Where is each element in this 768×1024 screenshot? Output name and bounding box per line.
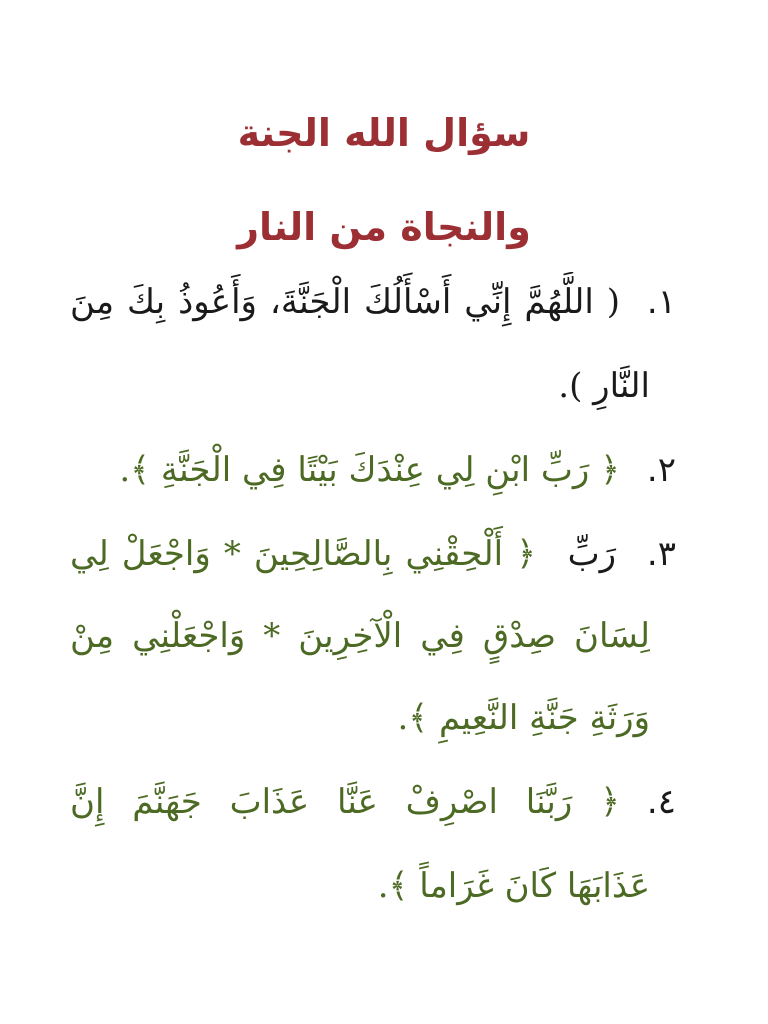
item-number: ٣. [646, 534, 676, 574]
item-number: ٤. [646, 782, 676, 822]
verse-line: ﴿ رَبَّنَا اصْرِفْ عَنَّا عَذَابَ جَهَنَّمَ إِنَّ [70, 782, 620, 822]
verse-line: عَذَابَهَا كَانَ غَرَاماً ﴾. [377, 866, 650, 906]
verse-line: لِسَانَ صِدْقٍ فِي الْآخِرِينَ * وَاجْعَلْنِي مِنْ [70, 616, 650, 656]
page-title-line-1: سؤال الله الجنة [237, 111, 531, 155]
verse-line: وَرَثَةِ جَنَّةِ النَّعِيمِ ﴾. [397, 698, 650, 738]
verse-line: ﴿ أَلْحِقْنِي بِالصَّالِحِينَ * وَاجْعَلْ لِي [70, 534, 536, 574]
item-number: ٢. [646, 450, 676, 490]
verse-prefix: رَبِّ [567, 534, 616, 574]
hadith-line: النَّارِ ). [558, 366, 650, 406]
item-number: ١. [646, 282, 676, 322]
page-title-line-2: والنجاة من النار [237, 205, 531, 249]
hadith-line: ( اللَّهُمَّ إِنِّي أَسْأَلُكَ الْجَنَّةَ، وَأَعُوذُ بِكَ مِنَ [70, 282, 620, 322]
verse-line: ﴿ رَبِّ ابْنِ لِي عِنْدَكَ بَيْتًا فِي الْجَنَّةِ ﴾. [119, 450, 620, 490]
